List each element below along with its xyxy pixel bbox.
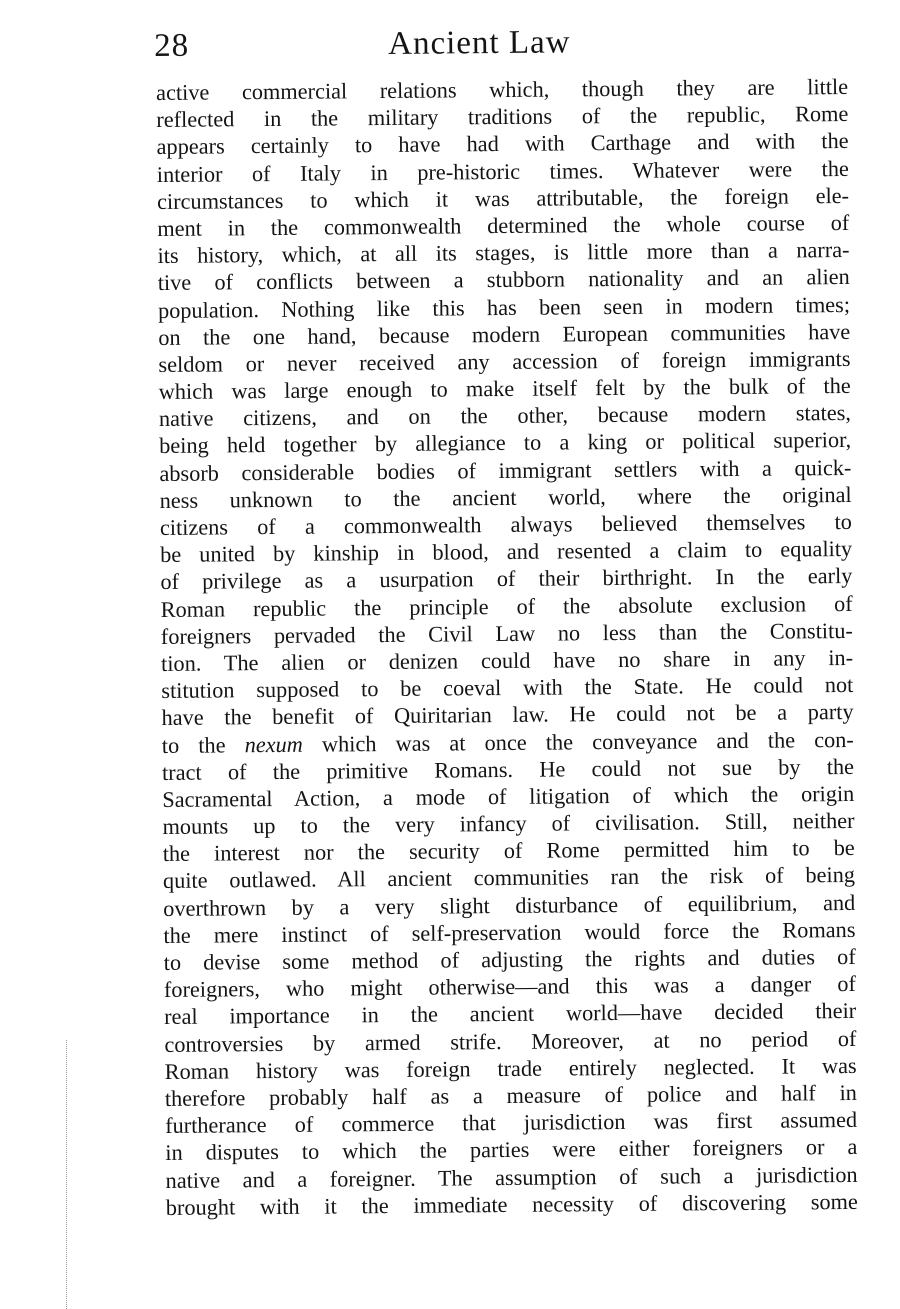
text-line: Roman republic the principle of the absolute exclusion of (160, 590, 853, 622)
text-line: brought with it the immediate necessity of discovering some (165, 1188, 858, 1220)
text-line: tract of the primitive Romans. He could not sue by the (161, 753, 855, 785)
text-line: interior of Italy in pre-historic times. Whatever were the (156, 155, 849, 187)
text-line: active commercial relations which, though they are little (156, 73, 849, 105)
text-line: foreigners, who might otherwise—and this was a danger of (163, 971, 857, 1003)
text-line: native citizens, and on the other, because modern states, (158, 400, 852, 432)
text-line: population. Nothing like this has been seen in modern times; (157, 291, 851, 323)
italic-term-nexum: nexum (244, 731, 303, 757)
text-line: ment in the commonwealth determined the whole course of (157, 209, 850, 241)
text-line: appears certainly to have had with Carthage and with the (156, 128, 849, 160)
text-line: have the benefit of Quiritarian law. He could not be a party (161, 699, 854, 731)
text-line: citizens of a commonwealth always believed themselves to (159, 508, 852, 540)
text-line: in disputes to which the parties were either foreigners or a (165, 1134, 858, 1166)
text-line: native and a foreigner. The assumption of such a jurisdiction (165, 1161, 858, 1193)
text-line: tion. The alien or denizen could have no share in any in- (160, 644, 854, 676)
text-line: seldom or never received any accession of foreign immigrants (158, 345, 851, 377)
text-run: to the (161, 731, 245, 758)
text-line: tive of conflicts between a stubborn nationality and an alien (157, 264, 850, 296)
text-line: quite outlawed. All ancient communities ran the risk of being (162, 862, 856, 894)
text-line: reflected in the military traditions of the republic, Rome (156, 101, 849, 133)
running-title: Ancient Law (388, 24, 571, 62)
text-line: be united by kinship in blood, and resented a claim to equality (160, 536, 853, 568)
text-line: real importance in the ancient world—have decided their (164, 998, 857, 1030)
text-line: mounts up to the very infancy of civilisation. Still, neither (162, 807, 855, 840)
text-line: of privilege as a usurpation of their birthright. In the early (160, 563, 853, 595)
text-line: Roman history was foreign trade entirely neglected. It was (164, 1052, 857, 1084)
text-line: stitution supposed to be coeval with the State. He could not (161, 672, 854, 704)
text-line: the interest nor the security of Rome permitted him to be (162, 835, 855, 867)
text-line: therefore probably half as a measure of police and half in (164, 1079, 857, 1111)
text-line: ness unknown to the ancient world, where the original (159, 481, 852, 513)
text-line: on the one hand, because modern European communities have (158, 318, 851, 350)
text-line: absorb considerable bodies of immigrant settlers with a quick- (159, 454, 852, 486)
text-line: the mere instinct of self-preservation would force the Romans (163, 916, 856, 948)
text-line: overthrown by a very slight disturbance of equilibrium, and (163, 889, 856, 921)
text-run: which was at once the conveyance and the con- (302, 726, 854, 757)
text-line: being held together by allegiance to a king or political superior, (159, 427, 852, 459)
text-line: its history, which, at all its stages, is little more than a narra- (157, 237, 850, 269)
text-line: to devise some method of adjusting the rights and duties of (163, 943, 856, 975)
text-line: circumstances to which it was attributable, the foreign ele- (156, 182, 850, 214)
text-line: furtherance of commerce that jurisdiction was first assumed (165, 1107, 858, 1139)
text-line: Sacramental Action, a mode of litigation of which the origin (162, 780, 855, 812)
page-number: 28 (154, 27, 190, 64)
text-line: controversies by armed strife. Moreover, at no period of (164, 1025, 857, 1057)
page-edge-dotted-line (66, 1040, 67, 1309)
text-line: which was large enough to make itself felt by the bulk of the (158, 373, 851, 405)
page-header (152, 18, 852, 68)
body-text (156, 73, 858, 1221)
text-line: foreigners pervaded the Civil Law no less than the Constitu- (160, 617, 853, 649)
